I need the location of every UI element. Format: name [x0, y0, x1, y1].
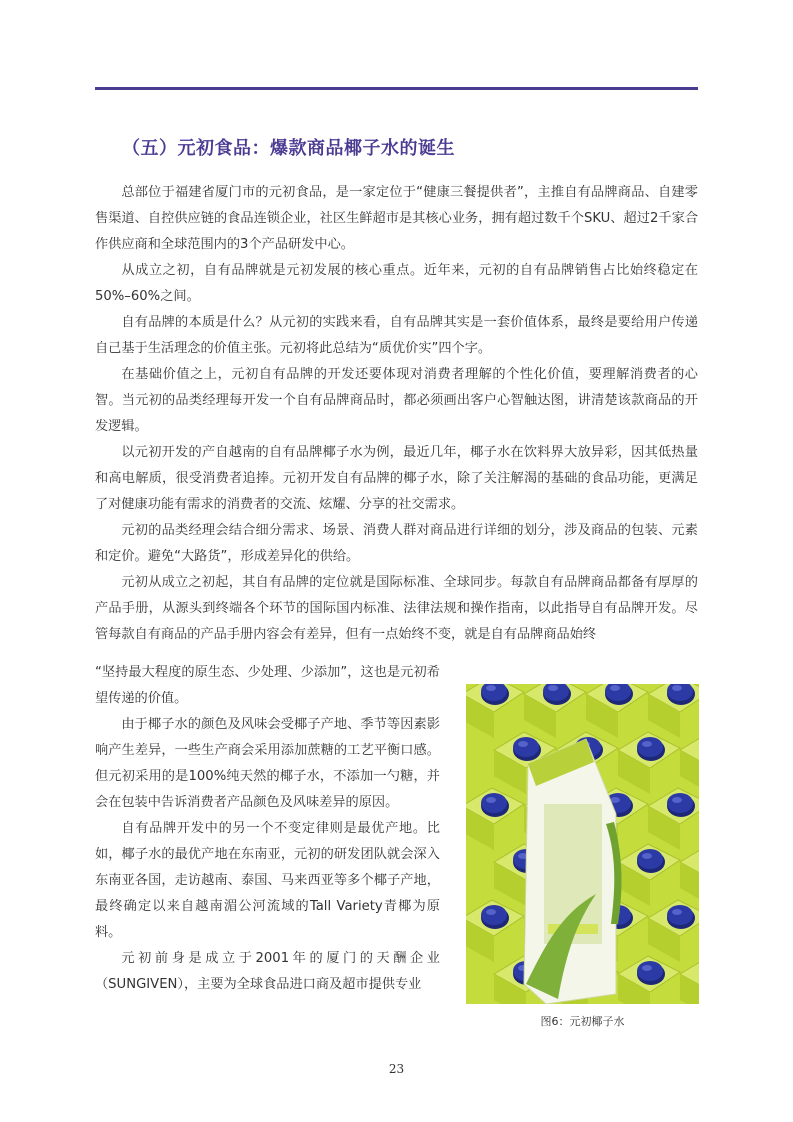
- carton-cap-highlight: [486, 797, 496, 803]
- paragraph: “坚持最大程度的原生态、少处理、少添加”，这也是元初希望传递的价值。: [95, 665, 440, 706]
- paragraph: 元初的品类经理会结合细分需求、场景、消费人群对商品进行详细的划分，涉及商品的包装、元素和定价。避免“大路货”，形成差异化的供给。: [95, 523, 698, 564]
- body-text-narrow: [95, 660, 440, 998]
- paragraph: 元初前身是成立于2001年的厦门的天酬企业（SUNGIVEN），主要为全球食品进口商及超市提供专业: [95, 951, 440, 992]
- carton-cap-highlight: [642, 965, 652, 971]
- paragraph: 元初从成立之初起，其自有品牌的定位就是国际标准、全球同步。每款自有品牌商品都备有厚厚的产品手册，从源头到终端各个环节的国际国内标准、法律法规和操作指南，以此指导自有品牌开发。尽管每款自有商品的产品手册内容会有差异，但有一点始终不变，就是自有品牌商品始终: [95, 575, 698, 642]
- carton-cap: [637, 961, 663, 981]
- body-text-full: [95, 180, 698, 648]
- paragraph: 由于椰子水的颜色及风味会受椰子产地、季节等因素影响产生差异，一些生产商会采用添加蔗糖的工艺平衡口感。但元初采用的是100%纯天然的椰子水，不添加一勺糖，并会在包装中告诉消费者产品颜色及风味差异的原因。: [95, 717, 440, 810]
- carton-cap: [513, 737, 539, 757]
- carton-cap-highlight: [642, 741, 652, 747]
- paragraph: 自有品牌的本质是什么？从元初的实践来看，自有品牌其实是一套价值体系，最终是要给用户传递自己基于生活理念的价值主张。元初将此总结为“质优价实”四个字。: [95, 315, 698, 356]
- paragraph: 在基础价值之上，元初自有品牌的开发还要体现对消费者理解的个性化价值，要理解消费者的心智。当元初的品类经理每开发一个自有品牌商品时，都必须画出客户心智触达图，讲清楚该款商品的开发逻辑。: [95, 367, 698, 434]
- carton-cap: [637, 849, 663, 869]
- paragraph: 总部位于福建省厦门市的元初食品，是一家定位于“健康三餐提供者”，主推自有品牌商品、自建零售渠道、自控供应链的食品连锁企业，社区生鲜超市是其核心业务，拥有超过数千个SKU、超过2千家合作供应商和全球范围内的3个产品研发中心。: [95, 185, 698, 252]
- section-title: （五）元初食品：爆款商品椰子水的诞生: [122, 138, 455, 159]
- carton-cap: [667, 793, 693, 813]
- carton-cap-highlight: [672, 909, 682, 915]
- carton-cap-highlight: [642, 853, 652, 859]
- coconut-water-photo: [466, 684, 699, 1004]
- paragraph: 以元初开发的产自越南的自有品牌椰子水为例，最近几年，椰子水在饮料界大放异彩，因其低热量和高电解质，很受消费者追捧。元初开发自有品牌的椰子水，除了关注解渴的基础的食品功能，更满足了对健康功能有需求的消费者的交流、炫耀、分享的社交需求。: [95, 445, 698, 512]
- carton-cap-highlight: [672, 797, 682, 803]
- paragraph: 从成立之初，自有品牌就是元初发展的核心重点。近年来，元初的自有品牌销售占比始终稳定在50%–60%之间。: [95, 263, 698, 304]
- coconut-water-cartons-image: [466, 684, 699, 1004]
- carton-cap: [481, 905, 507, 925]
- carton-cap: [667, 905, 693, 925]
- carton-cap-highlight: [610, 685, 620, 691]
- carton-cap-highlight: [518, 741, 528, 747]
- carton-cap-highlight: [486, 685, 496, 691]
- carton-cap-highlight: [548, 685, 558, 691]
- header-rule: [95, 87, 698, 90]
- carton-cap-highlight: [486, 909, 496, 915]
- carton-cap: [637, 737, 663, 757]
- carton-cap: [481, 793, 507, 813]
- carton-cap-highlight: [672, 685, 682, 691]
- figure-caption: 图6：元初椰子水: [540, 1015, 625, 1028]
- page-number: 23: [388, 1062, 405, 1076]
- paragraph: 自有品牌开发中的另一个不变定律则是最优产地。比如，椰子水的最优产地在东南亚，元初的研发团队就会深入东南亚各国，走访越南、泰国、马来西亚等多个椰子产地，最终确定以来自越南湄公河流域的Tall Variety青椰为原料。: [95, 821, 440, 940]
